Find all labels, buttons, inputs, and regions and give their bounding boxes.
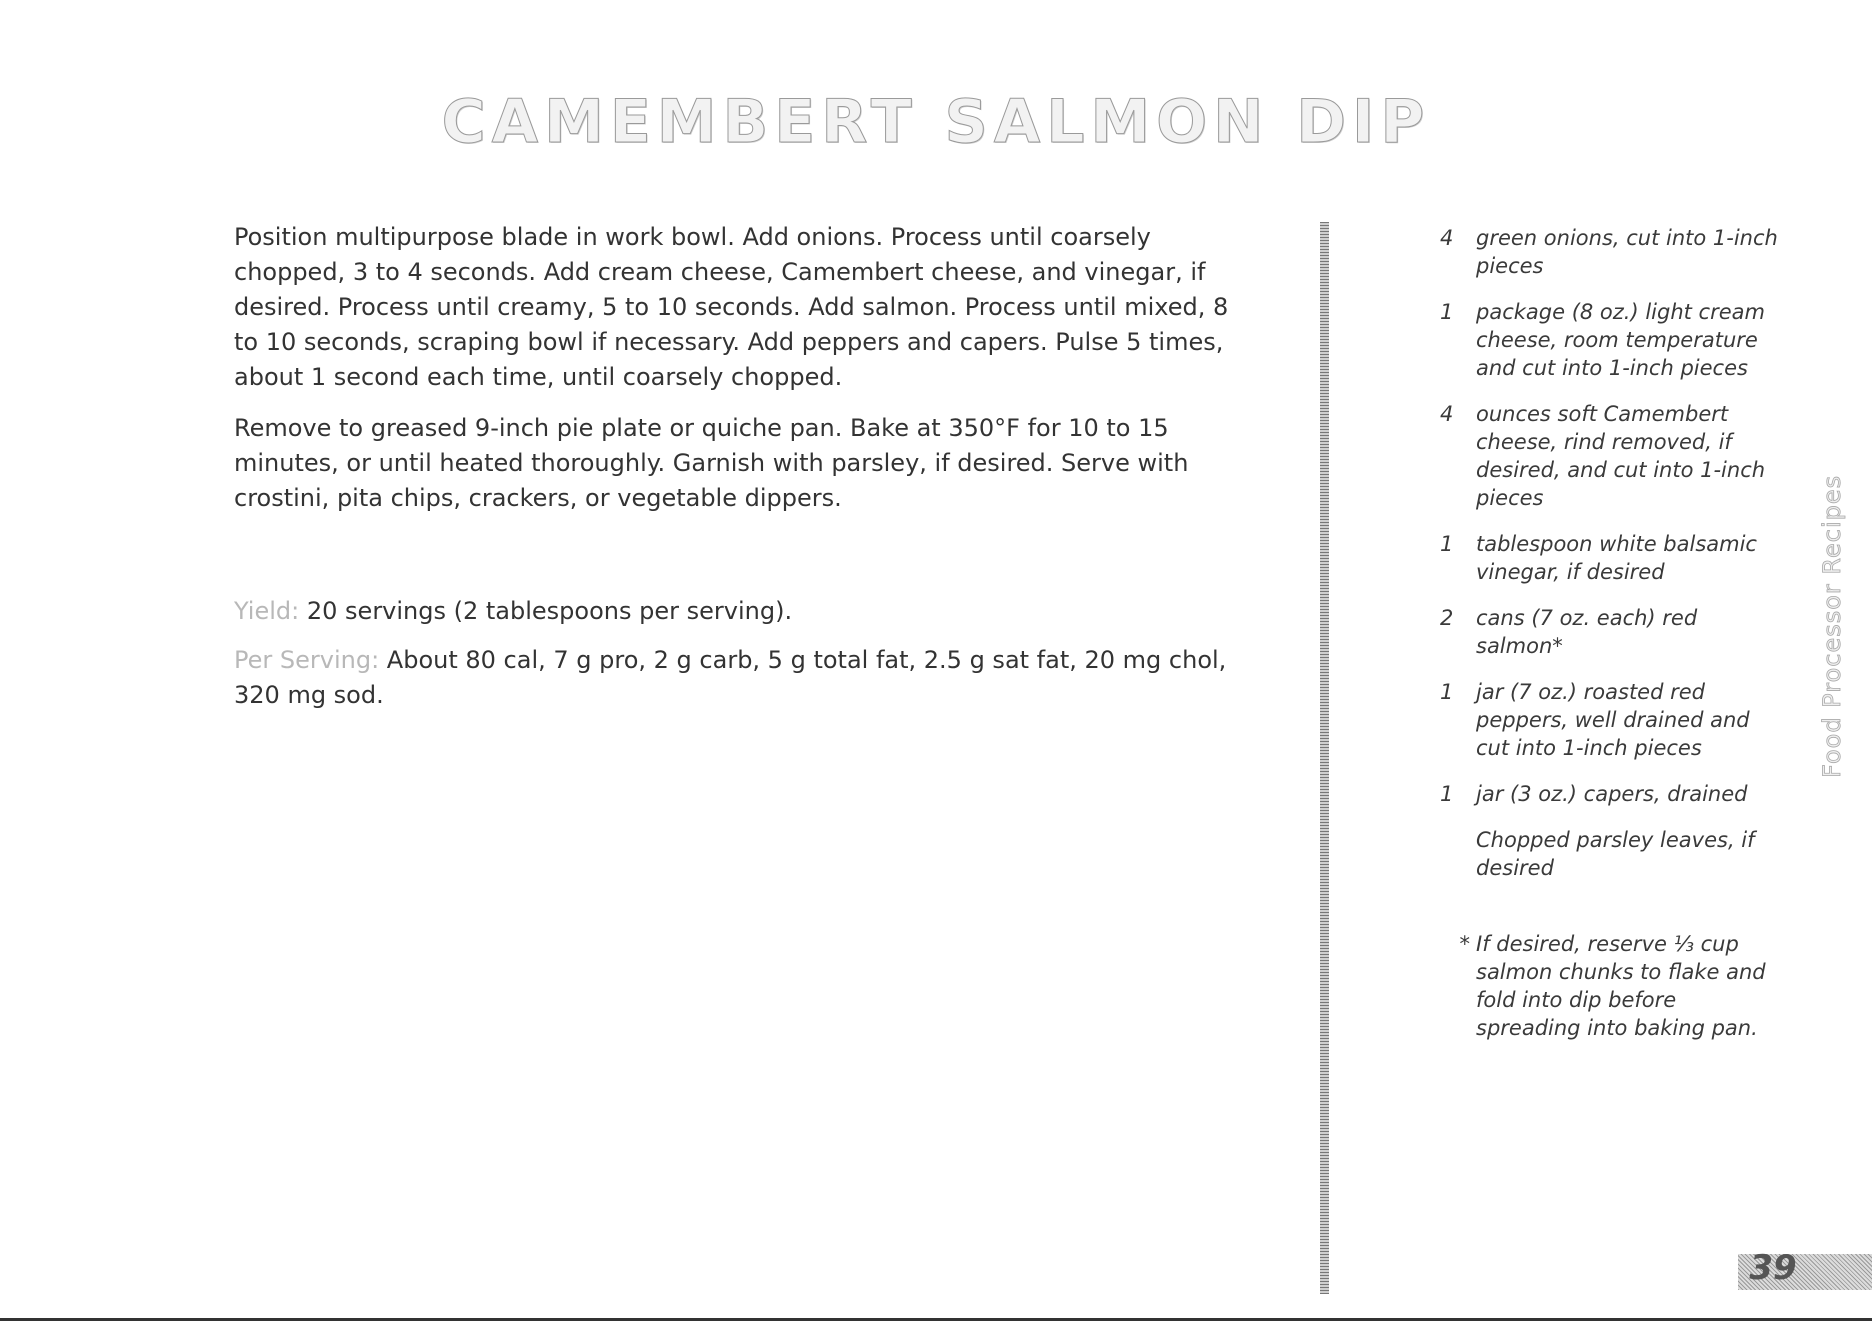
ingredient-item xyxy=(1440,298,1780,382)
method-paragraph: Position multipurpose blade in work bowl. Add onions. Process until coarsely chopped, 3 to 4 seconds. Add cream cheese, Camembert cheese, and vinegar, if desired. Process until creamy, 5 to 10 seconds. Add salmon. Process until mixed, 8 to 10 seconds, scraping bowl if necessary. Add peppers and capers. Pulse 5 times, about 1 second each time, until coarsely chopped. xyxy=(234,223,1229,391)
ingredient-item xyxy=(1440,530,1780,586)
ingredient-text: green onions, cut into 1-inch pieces xyxy=(1476,226,1778,278)
ingredient-qty: 1 xyxy=(1440,782,1454,806)
section-tab: Food Processor Recipes xyxy=(1818,474,1846,778)
ingredient-qty: 4 xyxy=(1440,402,1454,426)
ingredients-list xyxy=(1440,224,1780,1042)
ingredient-text: cans (7 oz. each) red salmon* xyxy=(1476,606,1698,658)
ingredient-qty: 1 xyxy=(1440,300,1454,324)
footnote xyxy=(1440,930,1780,1042)
ingredient-item xyxy=(1440,224,1780,280)
per-serving-label: Per Serving: xyxy=(234,646,380,674)
ingredient-qty: 4 xyxy=(1440,226,1454,250)
ingredient-text: jar (7 oz.) roasted red peppers, well drained and cut into 1-inch pieces xyxy=(1476,680,1750,760)
yield-label: Yield: xyxy=(234,597,300,625)
ingredient-item xyxy=(1440,604,1780,660)
ingredient-item xyxy=(1440,400,1780,512)
per-serving-text: About 80 cal, 7 g pro, 2 g carb, 5 g total fat, 2.5 g sat fat, 20 mg chol, 320 mg sod. xyxy=(234,646,1227,709)
per-serving-line xyxy=(234,643,1254,713)
page-number: 39 xyxy=(1749,1248,1797,1288)
nutrition-section xyxy=(234,594,1254,727)
ingredient-qty: 2 xyxy=(1440,606,1454,630)
ingredient-item xyxy=(1440,780,1780,808)
ingredient-text: ounces soft Camembert cheese, rind removed, if desired, and cut into 1-inch pieces xyxy=(1476,402,1766,510)
ingredient-item xyxy=(1440,678,1780,762)
yield-line xyxy=(234,594,1254,629)
column-divider xyxy=(1320,222,1329,1294)
ingredient-text: package (8 oz.) light cream cheese, room temperature and cut into 1-inch pieces xyxy=(1476,300,1765,380)
yield-text: 20 servings (2 tablespoons per serving). xyxy=(306,597,793,625)
ingredient-text: jar (3 oz.) capers, drained xyxy=(1476,782,1748,806)
ingredient-qty: 1 xyxy=(1440,680,1454,704)
footnote-text: If desired, reserve ⅓ cup salmon chunks to flake and fold into dip before spreading into baking pan. xyxy=(1476,932,1766,1040)
recipe-title: CAMEMBERT SALMON DIP xyxy=(441,87,1431,157)
ingredient-text: Chopped parsley leaves, if desired xyxy=(1476,828,1755,880)
method-section xyxy=(234,220,1254,532)
ingredient-text: tablespoon white balsamic vinegar, if desired xyxy=(1476,532,1757,584)
ingredient-qty xyxy=(1440,826,1476,882)
method-paragraph: Remove to greased 9-inch pie plate or quiche pan. Bake at 350°F for 10 to 15 minutes, or until heated thoroughly. Garnish with parsley, if desired. Serve with crostini, pita chips, crackers, or vegetable dippers. xyxy=(234,414,1189,512)
ingredient-qty: 1 xyxy=(1440,532,1454,556)
ingredient-item xyxy=(1440,826,1780,882)
footnote-mark: * xyxy=(1459,932,1470,956)
